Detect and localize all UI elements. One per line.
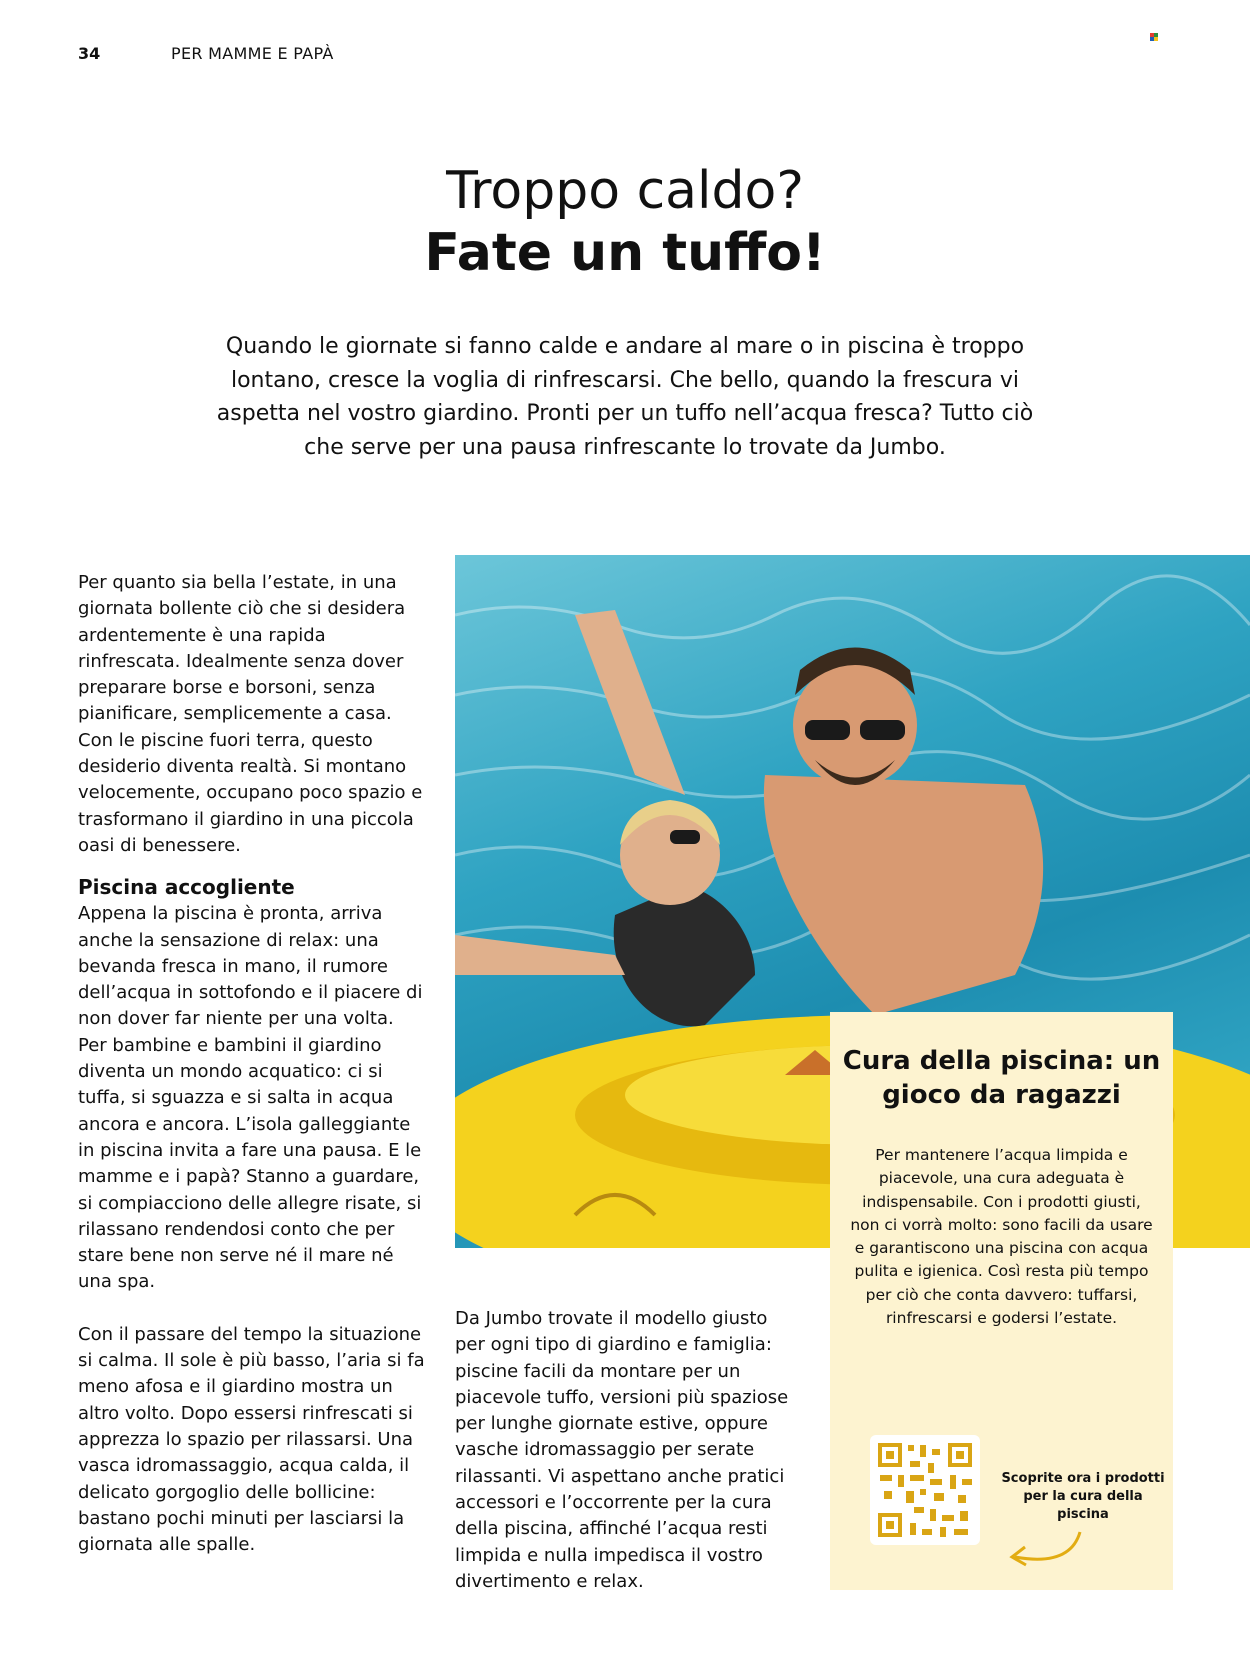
curved-arrow-icon <box>1000 1527 1090 1572</box>
info-box-text: Per mantenere l’acqua limpida e piacevole, una cura adeguata è indispensabile. Con i prodotti giusti, non ci vorrà molto: sono facili da usare e garantiscono una piscina con acqua pulita e igienica. Così resta più tempo per ciò che conta davvero: tuffarsi, rinfrescarsi e godersi l’estate. <box>850 1146 1153 1328</box>
intro-paragraph: Quando le giornate si fanno calde e andare al mare o in piscina è troppo lontano, cresce la voglia di rinfrescarsi. Che bello, quando la frescura vi aspetta nel vostro giardino. Pronti per un tuffo nell’acqua fresca? Tutto ciò che serve per una pausa rinfrescante lo trovate da Jumbo. <box>216 334 1034 460</box>
middle-column <box>455 1306 800 1595</box>
section-label: PER MAMME E PAPÀ <box>171 44 334 63</box>
left-column <box>78 570 428 1558</box>
left-paragraph-3: Con il passare del tempo la situazione si calma. Il sole è più basso, l’aria si fa meno afosa e il giardino mostra un altro volto. Dopo essersi rinfrescati si apprezza lo spazio per rilassarsi. Una vasca idromassaggio, acqua calda, il delicato gorgoglio delle bollicine: bastano pochi minuti per lasciarsi la giornata alle spalle. <box>78 1323 425 1556</box>
qr-code-icon <box>870 1435 980 1545</box>
page-title <box>0 160 1250 284</box>
section-heading: Piscina accogliente <box>78 875 295 900</box>
info-box <box>830 1012 1173 1590</box>
middle-paragraph: Da Jumbo trovate il modello giusto per ogni tipo di giardino e famiglia: piscine facili da montare per un piacevole tuffo, versioni più spaziose per lunghe giornate estive, oppure vasche idromassaggio per serate rilassanti. Vi aspettano anche pratici accessori e l’occorrente per la cura della piscina, affinché l’acqua resti limpida e nulla impedisca il vostro divertimento e relax. <box>455 1308 789 1592</box>
page-number: 34 <box>78 44 101 63</box>
left-paragraph-1: Per quanto sia bella l’estate, in una giornata bollente ciò che si desidera ardentemente è una rapida rinfrescata. Idealmente senza dover preparare borse e borsoni, senza pianificare, semplicemente a casa. Con le piscine fuori terra, questo desiderio diventa realtà. Si montano velocemente, occupano poco spazio e trasformano il giardino in una piccola oasi di benessere. <box>78 572 423 856</box>
left-paragraph-2: Appena la piscina è pronta, arriva anche la sensazione di relax: una bevanda fresca in mano, il rumore dell’acqua in sottofondo e il piacere di non dover far niente per una volta. Per bambine e bambini il giardino diventa un mondo acquatico: ci si tuffa, si sguazza e si salta in acqua ancora e ancora. L’isola galleggiante in piscina invita a fare una pausa. E le mamme e i papà? Stanno a guardare, si compiacciono delle allegre risate, si rilassano rendendosi conto che per stare bene non serve né il mare né una spa. <box>78 903 423 1293</box>
brand-mark-icon <box>1150 33 1158 41</box>
title-line-2: Fate un tuffo! <box>424 223 826 283</box>
info-box-title: Cura della piscina: un gioco da ragazzi <box>842 1046 1161 1110</box>
qr-call-to-action[interactable]: Scoprite ora i prodotti per la cura della piscina <box>1001 1471 1165 1522</box>
title-line-1: Troppo caldo? <box>446 161 804 221</box>
page-header <box>78 44 334 63</box>
qr-code[interactable] <box>870 1435 980 1545</box>
